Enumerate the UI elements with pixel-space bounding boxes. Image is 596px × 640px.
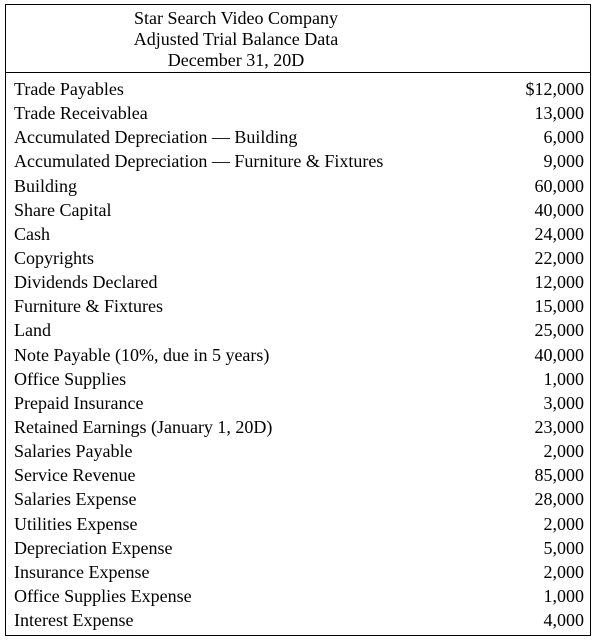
account-name: Accumulated Depreciation — Furniture & Fixtures <box>14 151 384 172</box>
account-name: Cash <box>14 223 50 244</box>
table-row <box>14 318 584 342</box>
account-amount: 15,000 <box>534 296 584 317</box>
account-rows <box>6 73 590 632</box>
account-amount: 13,000 <box>534 103 584 124</box>
trial-balance-table <box>5 4 591 636</box>
account-amount: 28,000 <box>534 489 584 510</box>
account-amount: 2,000 <box>543 441 584 462</box>
table-row <box>14 101 584 125</box>
company-name: Star Search Video Company <box>133 8 339 28</box>
table-row <box>14 294 584 318</box>
table-row <box>14 463 584 487</box>
table-row <box>14 560 584 584</box>
account-name: Building <box>14 175 78 196</box>
account-amount: $12,000 <box>525 79 584 99</box>
report-date: December 31, 20D <box>167 50 305 70</box>
account-name: Note Payable (10%, due in 5 years) <box>14 344 270 365</box>
account-amount: 12,000 <box>534 272 584 293</box>
account-name: Utilities Expense <box>14 513 138 534</box>
account-amount: 9,000 <box>543 151 584 172</box>
account-name: Office Supplies <box>14 368 127 389</box>
table-row <box>14 608 584 632</box>
account-amount: 85,000 <box>534 465 584 486</box>
table-row <box>14 584 584 608</box>
account-amount: 2,000 <box>543 513 584 534</box>
account-amount: 2,000 <box>543 561 584 582</box>
account-name: Share Capital <box>14 199 112 220</box>
table-row <box>14 439 584 463</box>
table-row <box>14 246 584 270</box>
account-name: Salaries Payable <box>14 441 133 462</box>
account-amount: 40,000 <box>534 199 584 220</box>
table-row <box>14 174 584 198</box>
account-amount: 22,000 <box>534 247 584 268</box>
account-name: Retained Earnings (January 1, 20D) <box>14 416 273 437</box>
account-name: Insurance Expense <box>14 561 150 582</box>
account-amount: 5,000 <box>543 537 584 558</box>
account-name: Interest Expense <box>14 610 134 631</box>
account-amount: 40,000 <box>534 344 584 365</box>
account-amount: 1,000 <box>543 585 584 606</box>
table-row <box>14 198 584 222</box>
table-row <box>14 343 584 367</box>
table-row <box>14 487 584 511</box>
account-name: Copyrights <box>14 247 95 268</box>
account-name: Dividends Declared <box>14 272 158 293</box>
account-name: Trade Payables <box>14 79 124 99</box>
account-amount: 25,000 <box>534 320 584 341</box>
account-name: Depreciation Expense <box>14 537 173 558</box>
table-row <box>14 391 584 415</box>
table-row <box>14 367 584 391</box>
account-name: Prepaid Insurance <box>14 392 144 413</box>
account-amount: 4,000 <box>543 610 584 631</box>
table-row <box>14 77 584 101</box>
account-amount: 6,000 <box>543 127 584 148</box>
account-amount: 60,000 <box>534 175 584 196</box>
account-name: Trade Receivablea <box>14 103 148 124</box>
account-name: Salaries Expense <box>14 489 137 510</box>
table-row <box>14 149 584 173</box>
account-name: Furniture & Fixtures <box>14 296 163 317</box>
table-row <box>14 222 584 246</box>
account-amount: 24,000 <box>534 223 584 244</box>
table-row <box>14 512 584 536</box>
account-name: Office Supplies Expense <box>14 585 192 606</box>
account-amount: 3,000 <box>543 392 584 413</box>
account-name: Land <box>14 320 51 341</box>
account-amount: 1,000 <box>543 368 584 389</box>
account-name: Service Revenue <box>14 465 136 486</box>
table-row <box>14 536 584 560</box>
table-row <box>14 125 584 149</box>
table-header <box>6 5 590 73</box>
report-title: Adjusted Trial Balance Data <box>133 29 339 49</box>
account-amount: 23,000 <box>534 416 584 437</box>
account-name: Accumulated Depreciation — Building <box>14 127 298 148</box>
table-row <box>14 415 584 439</box>
table-row <box>14 270 584 294</box>
